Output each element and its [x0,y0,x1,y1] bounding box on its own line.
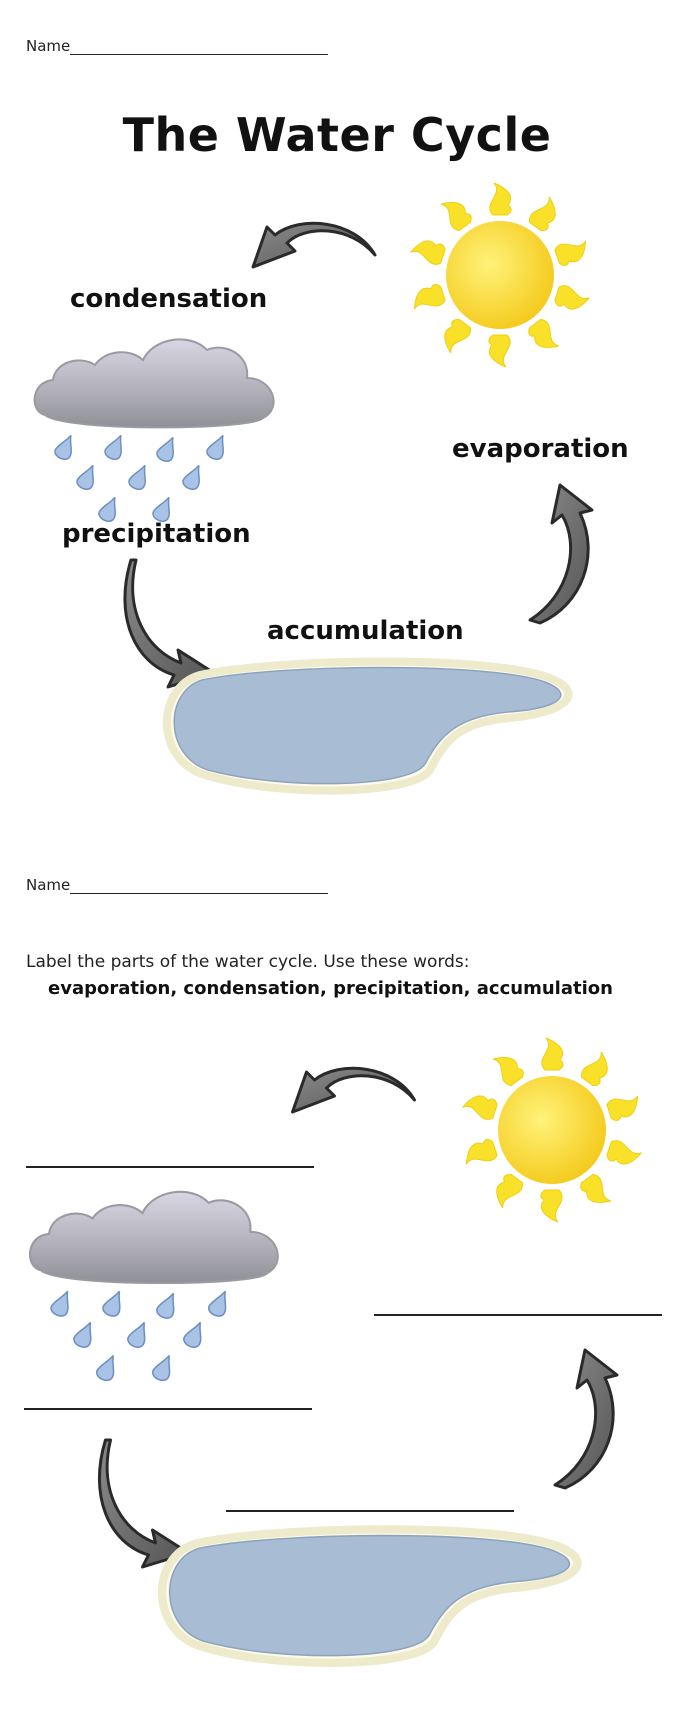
name-label: Name [26,37,71,55]
raindrop [126,1319,152,1350]
name-field [26,37,328,55]
label-condensation: condensation [70,284,268,314]
sun-ray [606,1139,643,1169]
sun-ray [579,1050,615,1088]
sun-ray [438,194,474,232]
raindrop [155,434,180,464]
sun-ray [409,283,446,313]
blank-evaporation[interactable] [374,1314,662,1316]
sun-ray [490,1049,526,1087]
raindrop [103,432,128,462]
raindrop [72,1319,98,1350]
curved-arrow-icon [245,215,385,295]
raindrop [75,462,100,492]
raindrop [101,1288,127,1319]
name-field-2 [26,876,328,894]
raindrop [205,432,230,462]
sun-ray [606,1092,643,1122]
label-evaporation: evaporation [452,434,629,464]
raindrop [49,1288,75,1319]
name-blank-line[interactable] [70,39,328,55]
curved-arrow-icon [545,1345,625,1495]
raindrop [155,1290,181,1321]
sun-ray [461,1091,498,1121]
pond-icon [155,1515,610,1675]
sun-ray [526,318,562,356]
raindrop [151,1352,177,1383]
sun-ray [409,236,446,266]
sun-ray [437,317,473,355]
curved-arrow-icon [282,1060,427,1140]
rain-cloud-icon [20,1170,300,1360]
sun-ray [527,195,563,233]
name-label-2: Name [26,876,71,894]
raindrop [182,1319,208,1350]
sun-ray [578,1173,614,1211]
raindrop [181,462,206,492]
page-title: The Water Cycle [122,108,552,162]
label-accumulation: accumulation [267,616,464,646]
blank-accumulation[interactable] [226,1510,514,1512]
blank-condensation[interactable] [26,1166,314,1168]
pond-icon [160,650,600,800]
sun-ray [461,1138,498,1168]
sun-icon [452,1030,652,1230]
sun-icon [400,175,600,375]
word-bank: evaporation, condensation, precipitation, accumulation [48,978,613,999]
sun-ray [541,1190,562,1222]
raindrop [95,1352,121,1383]
raindrop [127,462,152,492]
sun-ray [554,284,591,314]
sun-ray [489,335,510,367]
blank-precipitation[interactable] [24,1408,312,1410]
sun-ray [542,1038,563,1070]
sun-ray [490,183,511,215]
label-precipitation: precipitation [62,519,251,549]
raindrop [207,1288,233,1319]
curved-arrow-icon [520,485,600,625]
sun-ray [489,1172,525,1210]
rain-cloud-icon [25,320,295,500]
sun-ray [554,237,591,267]
name-blank-line-2[interactable] [70,878,328,894]
raindrop [53,432,78,462]
instructions: Label the parts of the water cycle. Use these words: [26,952,470,972]
